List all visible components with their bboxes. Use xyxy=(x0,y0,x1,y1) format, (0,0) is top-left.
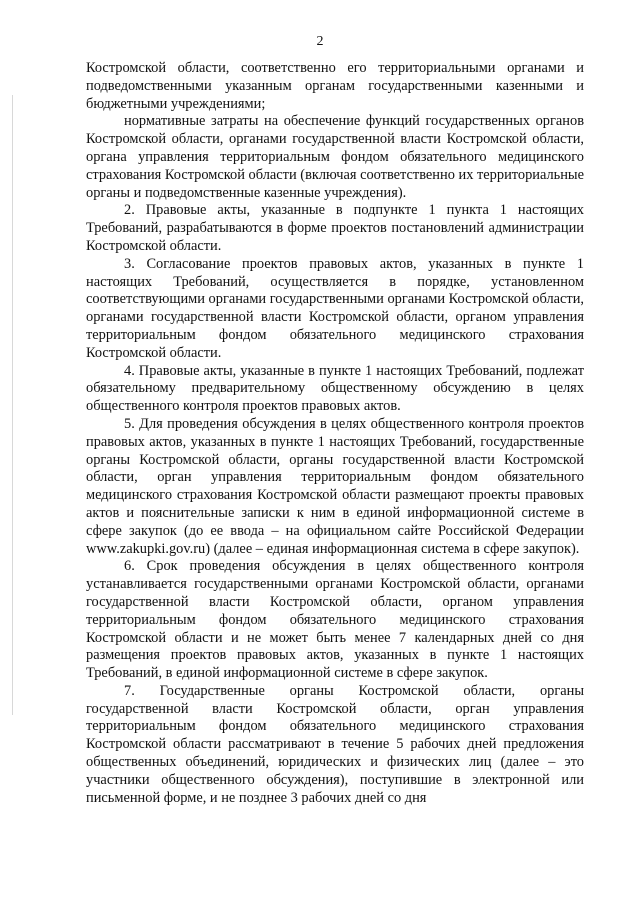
scan-edge-line xyxy=(12,95,13,715)
paragraph: 4. Правовые акты, указанные в пункте 1 настоящих Требований, подлежат обязательному предварительному общественному обсуждению в целях общественного контроля проектов правовых актов. xyxy=(86,362,584,415)
paragraph-continuation: Костромской области, соответственно его территориальными органами и подведомственными указанным органам государственными казенными и бюджетными учреждениями; xyxy=(86,60,584,112)
paragraph: 5. Для проведения обсуждения в целях общественного контроля проектов правовых актов, указанных в пункте 1 настоящих Требований, государственные органы Костромской области, органы государственной власти Костромской области, орган управления территориальным фондом обязательного медицинского страхования Костромской области размещают проекты правовых актов и пояснительные записки к ним в единой информационной системе в сфере закупок (до ее ввода – на официальном сайте Российской Федерации www.zakupki.gov.ru) (далее – единая информационная система в сфере закупок). xyxy=(86,415,584,557)
page-number: 2 xyxy=(316,34,324,49)
paragraph: 2. Правовые акты, указанные в подпункте 1 пункта 1 настоящих Требований, разрабатываются в форме проектов постановлений администрации Костромской области. xyxy=(86,202,584,254)
paragraph: нормативные затраты на обеспечение функций государственных органов Костромской области, органами государственной власти Костромской области, органа управления территориальным фондом обязательного медицинского страхования Костромской области (включая соответственно их территориальные органы и подведомственные казенные учреждения). xyxy=(86,113,584,201)
document-body xyxy=(86,60,584,807)
paragraph: 6. Срок проведения обсуждения в целях общественного контроля устанавливается государственными органами Костромской области, органами государственной власти Костромской области, органом управления территориальным фондом обязательного медицинского страхования Костромской области и не может быть менее 7 календарных дней со дня размещения проектов правовых актов, указанных в пункте 1 настоящих Требований, в единой информационной системе в сфере закупок. xyxy=(86,558,584,682)
paragraph: 3. Согласование проектов правовых актов, указанных в пункте 1 настоящих Требований, осуществляется в порядке, установленном соответствующими органами государственными органами Костромской области, органами государственной власти Костромской области, органом управления территориальным фондом обязательного медицинского страхования Костромской области. xyxy=(86,255,584,361)
paragraph: 7. Государственные органы Костромской области, органы государственной власти Костромской области, орган управления территориальным фондом обязательного медицинского страхования Костромской области рассматривают в течение 5 рабочих дней предложения общественных объединений, юридических и физических лиц (далее – это участники общественного обсуждения), поступившие в электронной или письменной форме, и не позднее 3 рабочих дней со дня xyxy=(86,682,584,806)
